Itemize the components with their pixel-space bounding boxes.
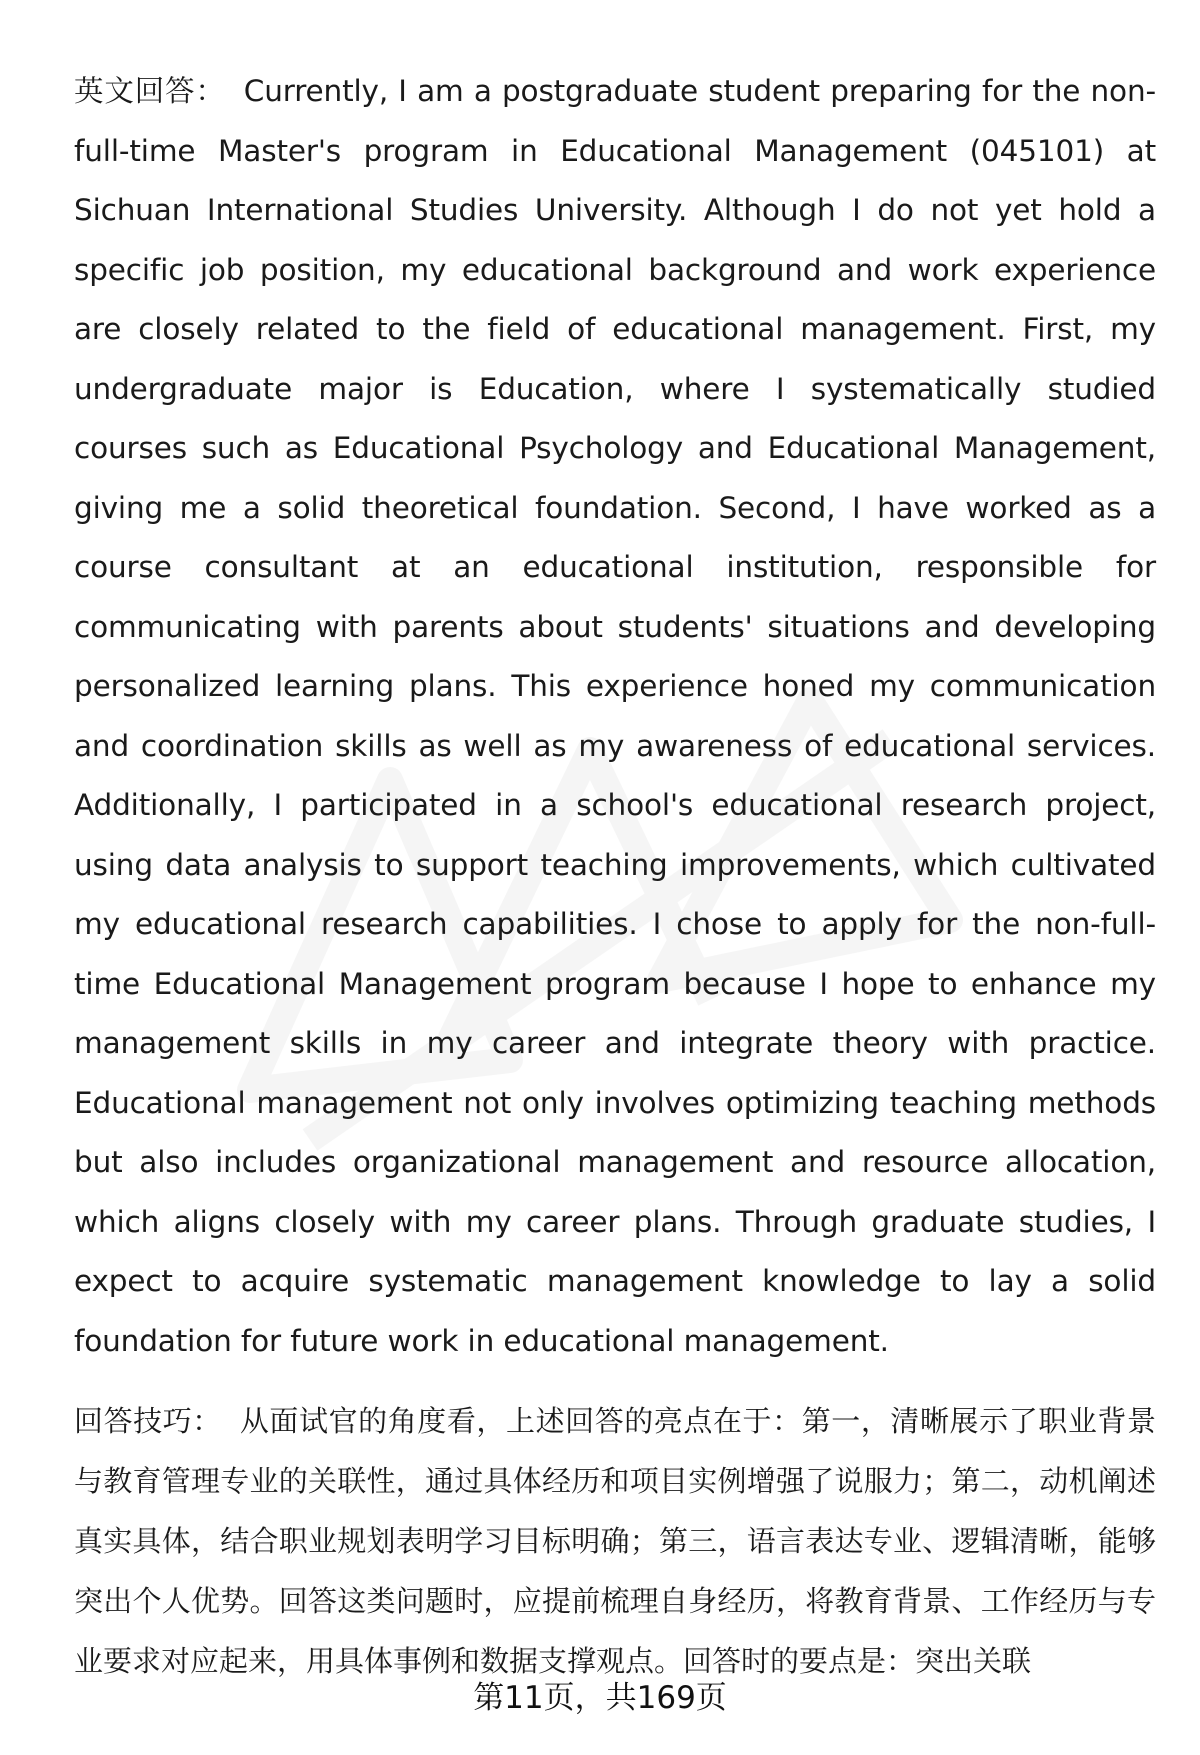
answer-tips-text: 从面试官的角度看，上述回答的亮点在于：第一，清晰展示了职业背景与教育管理专业的关联性，通过具体经历和项目实例增强了说服力；第二，动机阐述真实具体，结合职业规划表明学习目标明确；第三，语言表达专业、逻辑清晰，能够突出个人优势。回答这类问题时，应提前梳理自身经历，将教育背景、工作经历与专业要求对应起来，用具体事例和数据支撑观点。回答时的要点是：突出关联 (74, 1404, 1156, 1678)
page-number-footer: 第11页，共169页 (473, 1680, 727, 1716)
english-answer-label: 英文回答： (74, 74, 226, 108)
english-answer-text: Currently, I am a postgraduate student preparing for the non-full-time Master's program in Educational Management (045101) at Sichuan International Studies University. Although I do not yet hold a specific job position, my educational background and work experience are closely related to the field of educational management. First, my undergraduate major is Education, where I systematically studied courses such as Educational Psychology and Educational Management, giving me a solid theoretical foundation. Second, I have worked as a course consultant at an educational institution, responsible for communicating with parents about students' situations and developing personalized learning plans. This experience honed my communication and coordination skills as well as my awareness of educational services. Additionally, I participated in a school's educational research project, using data analysis to support teaching improvements, which cultivated my educational research capabilities. I chose to apply for the non-full-time Educational Management program because I hope to enhance my management skills in my career and integrate theory with practice. Educational management not only involves optimizing teaching methods but also includes organizational management and resource allocation, which aligns closely with my career plans. Through graduate studies, I expect to acquire systematic management knowledge to lay a solid foundation for future work in educational management. (74, 74, 1156, 1358)
page-content (74, 62, 1156, 1691)
answer-tips-paragraph (74, 1391, 1156, 1691)
english-answer-paragraph (74, 62, 1156, 1371)
answer-tips-label: 回答技巧： (74, 1404, 222, 1438)
